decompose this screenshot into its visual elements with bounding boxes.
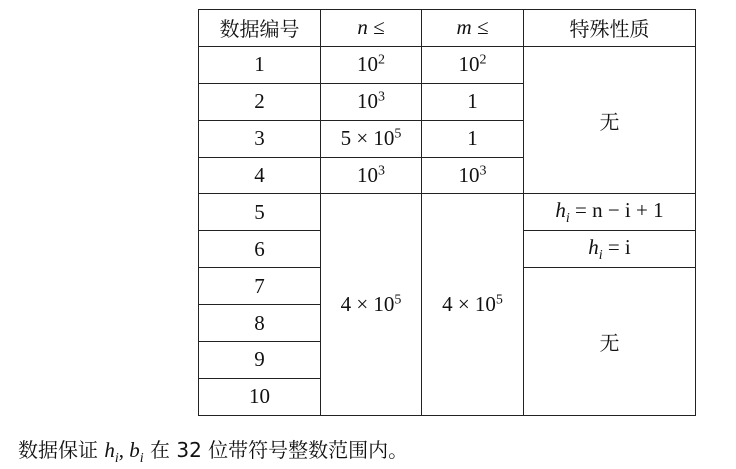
row-id: 6: [199, 231, 321, 268]
note-suffix: 在 32 位带符号整数范围内。: [143, 438, 409, 462]
row-id: 10: [199, 378, 321, 415]
row-n: $10^2$: [321, 46, 422, 83]
header-m: m ≤: [422, 10, 524, 47]
header-data-id: 数据编号: [199, 10, 321, 47]
merged-m: $4 \times 10^5$: [422, 194, 524, 415]
header-special: 特殊性质: [524, 10, 696, 47]
row-id: 1: [199, 46, 321, 83]
header-n: n ≤: [321, 10, 422, 47]
row-m: $10^2$: [422, 46, 524, 83]
row-id: 8: [199, 305, 321, 342]
row-n: $5 \times 10^5$: [321, 120, 422, 157]
merged-n: $4 \times 10^5$: [321, 194, 422, 415]
note-prefix: 数据保证: [18, 438, 105, 462]
constraints-table: [198, 9, 696, 416]
row-id: 5: [199, 194, 321, 231]
table-row: [199, 46, 696, 83]
row-m: 1: [422, 83, 524, 120]
special-none-top: 无: [524, 46, 696, 194]
row-m: $10^3$: [422, 157, 524, 194]
row-m: 1: [422, 120, 524, 157]
row-id: 2: [199, 83, 321, 120]
row-n: $10^3$: [321, 157, 422, 194]
row-id: 9: [199, 342, 321, 379]
special-row6: $h_i = i$: [524, 231, 696, 268]
row-id: 7: [199, 268, 321, 305]
table-header-row: [199, 10, 696, 47]
guarantee-note: 数据保证 $h_i$, $b_i$ 在 32 位带符号整数范围内。: [18, 438, 409, 467]
special-row5: $h_i = n - i + 1$: [524, 194, 696, 231]
row-id: 4: [199, 157, 321, 194]
row-n: $10^3$: [321, 83, 422, 120]
row-id: 3: [199, 120, 321, 157]
table-row: [199, 194, 696, 231]
special-none-bottom: 无: [524, 268, 696, 416]
